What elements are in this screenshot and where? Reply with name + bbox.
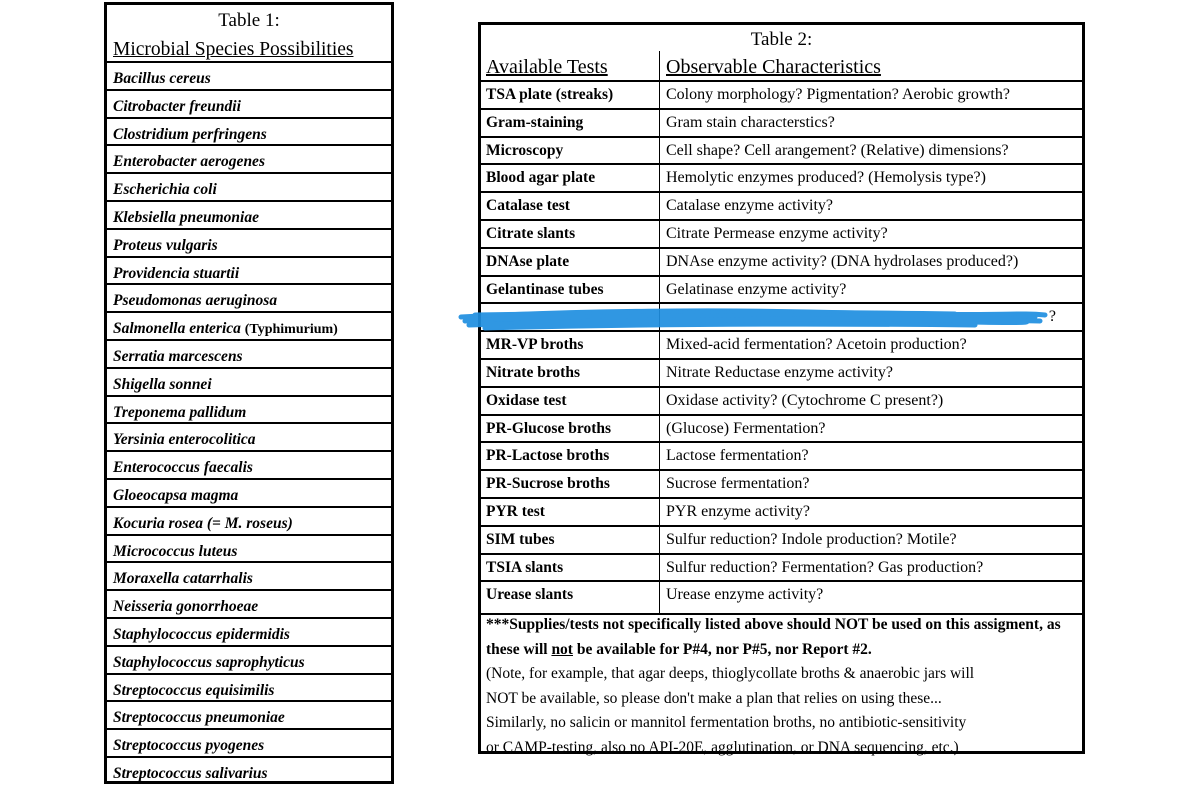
species-name: Moraxella catarrhalis <box>113 570 253 588</box>
species-row <box>107 702 391 730</box>
note-line-3: Similarly, no salicin or mannitol fermentation broths, no antibiotic-sensitivity <box>486 714 967 731</box>
species-row <box>107 591 391 619</box>
species-row <box>107 508 391 536</box>
test-characteristic: (Glucose) Fermentation? <box>666 419 826 437</box>
species-row <box>107 563 391 591</box>
test-characteristic: DNAse enzyme activity? (DNA hydrolases produced?) <box>666 252 1019 270</box>
observable-characteristics-header: Observable Characteristics <box>666 56 881 78</box>
test-row <box>481 163 1082 191</box>
species-row <box>107 675 391 703</box>
test-name: SIM tubes <box>486 530 555 548</box>
test-row <box>481 219 1082 247</box>
species-name: Providencia stuartii <box>113 264 240 282</box>
species-name: Bacillus cereus <box>113 70 211 87</box>
test-name: Urease slants <box>486 586 574 604</box>
species-name: Clostridium perfringens <box>113 125 267 143</box>
species-row <box>107 452 391 480</box>
table1-header: Microbial Species Possibilities <box>113 39 354 60</box>
species-name: Treponema pallidum <box>113 403 247 421</box>
table1-caption: Table 1: <box>218 10 280 31</box>
test-characteristic: Sulfur reduction? Indole production? Motile? <box>666 530 957 548</box>
species-table <box>104 2 394 784</box>
test-name: MR-VP broths <box>486 336 584 354</box>
table2-caption: Table 2: <box>750 29 813 50</box>
species-name: Yersinia enterocolitica <box>113 431 256 449</box>
species-name: Staphylococcus epidermidis <box>113 625 290 643</box>
available-tests-header: Available Tests <box>486 56 608 78</box>
test-row <box>481 441 1082 469</box>
test-name: PYR test <box>486 502 545 520</box>
test-row <box>481 247 1082 275</box>
species-row <box>107 730 391 758</box>
tests-table <box>478 22 1085 754</box>
species-row <box>107 174 391 202</box>
species-name: Streptococcus pyogenes <box>113 737 265 755</box>
test-name: Gram-staining <box>486 113 584 131</box>
test-row <box>481 275 1082 303</box>
species-name: Salmonella enterica <box>113 320 241 338</box>
test-name: Oxidase test <box>486 391 567 409</box>
species-name: Serratia marcescens <box>113 347 243 365</box>
species-row <box>107 424 391 452</box>
note-line-2: NOT be available, so please don't make a plan that relies on using these... <box>486 689 942 707</box>
test-name: Blood agar plate <box>486 169 596 187</box>
species-row <box>107 119 391 147</box>
species-row <box>107 91 391 119</box>
species-row <box>107 480 391 508</box>
test-characteristic: Catalase enzyme activity? <box>666 197 834 215</box>
test-characteristic: Lactose fermentation? <box>666 447 809 465</box>
redaction-scribble <box>455 303 1075 339</box>
species-name: Klebsiella pneumoniae <box>113 208 259 226</box>
species-row <box>107 758 391 786</box>
species-name: Streptococcus salivarius <box>113 764 268 782</box>
note-bold-2: be available for P#4, nor P#5, nor Report #2. <box>572 640 872 658</box>
test-row <box>481 497 1082 525</box>
species-name: Streptococcus pneumoniae <box>113 709 285 727</box>
species-name: Escherichia coli <box>113 181 217 199</box>
test-name: Gelantinase tubes <box>486 280 604 298</box>
test-characteristic: Hemolytic enzymes produced? (Hemolysis type?) <box>666 169 986 187</box>
species-name: Citrobacter freundii <box>113 97 241 115</box>
species-strain: (Typhimurium) <box>244 322 338 338</box>
species-row <box>107 258 391 286</box>
test-characteristic: Sulfur reduction? Fermentation? Gas production? <box>666 558 984 576</box>
species-name: Shigella sonnei <box>113 375 212 393</box>
test-name: Catalase test <box>486 197 570 215</box>
species-name: Neisseria gonorrhoeae <box>113 598 259 616</box>
test-row <box>481 580 1082 608</box>
species-name: Staphylococcus saprophyticus <box>113 653 305 671</box>
test-characteristic: Citrate Permease enzyme activity? <box>666 224 888 242</box>
footnote <box>486 613 1078 760</box>
test-characteristic: Urease enzyme activity? <box>666 586 824 604</box>
test-row <box>481 136 1082 164</box>
test-row <box>481 525 1082 553</box>
test-row <box>481 469 1082 497</box>
species-list <box>107 63 391 781</box>
species-name: Pseudomonas aeruginosa <box>113 292 278 310</box>
species-row <box>107 202 391 230</box>
test-name: DNAse plate <box>486 252 570 270</box>
species-row <box>107 63 391 91</box>
note-line-1: (Note, for example, that agar deeps, thioglycollate broths & anaerobic jars will <box>486 665 975 682</box>
note-bold-not: not <box>551 640 573 658</box>
test-name: Citrate slants <box>486 224 576 242</box>
test-characteristic: Sucrose fermentation? <box>666 475 810 493</box>
test-name: PR-Sucrose broths <box>486 475 610 493</box>
test-characteristic: Gelatinase enzyme activity? <box>666 280 847 298</box>
species-name: Kocuria rosea (= M. roseus) <box>113 514 293 532</box>
note-bold-1: ***Supplies/tests not specifically listed above should NOT be used on this assigment, as these will <box>486 616 1061 658</box>
species-row <box>107 230 391 258</box>
tests-list <box>481 80 1082 608</box>
species-name: Gloeocapsa magma <box>113 486 239 504</box>
test-row <box>481 553 1082 581</box>
species-row <box>107 397 391 425</box>
species-row <box>107 369 391 397</box>
test-row <box>481 191 1082 219</box>
test-characteristic: Nitrate Reductase enzyme activity? <box>666 363 894 381</box>
test-characteristic: PYR enzyme activity? <box>666 502 810 520</box>
species-name: Proteus vulgaris <box>113 236 218 254</box>
species-row <box>107 647 391 675</box>
test-row <box>481 386 1082 414</box>
test-characteristic: Mixed-acid fermentation? Acetoin production? <box>666 336 967 354</box>
test-row <box>481 414 1082 442</box>
species-row <box>107 341 391 369</box>
species-row <box>107 536 391 564</box>
test-row <box>481 358 1082 386</box>
test-characteristic: Cell shape? Cell arangement? (Relative) dimensions? <box>666 141 1009 159</box>
species-row <box>107 619 391 647</box>
redacted-tail: ? <box>1048 308 1056 326</box>
test-name: Nitrate broths <box>486 363 580 381</box>
species-name: Enterococcus faecalis <box>113 459 253 477</box>
species-name: Micrococcus luteus <box>113 542 238 560</box>
test-row <box>481 80 1082 108</box>
test-name: Microscopy <box>486 141 564 159</box>
test-characteristic: Gram stain characterstics? <box>666 113 835 131</box>
test-characteristic: Colony morphology? Pigmentation? Aerobic growth? <box>666 86 1010 103</box>
test-name: TSIA slants <box>486 558 564 576</box>
species-row <box>107 146 391 174</box>
test-name: TSA plate (streaks) <box>486 86 614 103</box>
species-row <box>107 285 391 313</box>
test-name: PR-Glucose broths <box>486 419 612 437</box>
species-name: Streptococcus equisimilis <box>113 681 275 699</box>
test-row <box>481 108 1082 136</box>
note-line-4: or CAMP-testing, also no API-20E, agglutination, or DNA sequencing, etc.) <box>486 738 959 756</box>
test-characteristic: Oxidase activity? (Cytochrome C present?) <box>666 391 944 409</box>
test-name: PR-Lactose broths <box>486 447 610 465</box>
species-row <box>107 313 391 341</box>
species-name: Enterobacter aerogenes <box>113 153 265 171</box>
